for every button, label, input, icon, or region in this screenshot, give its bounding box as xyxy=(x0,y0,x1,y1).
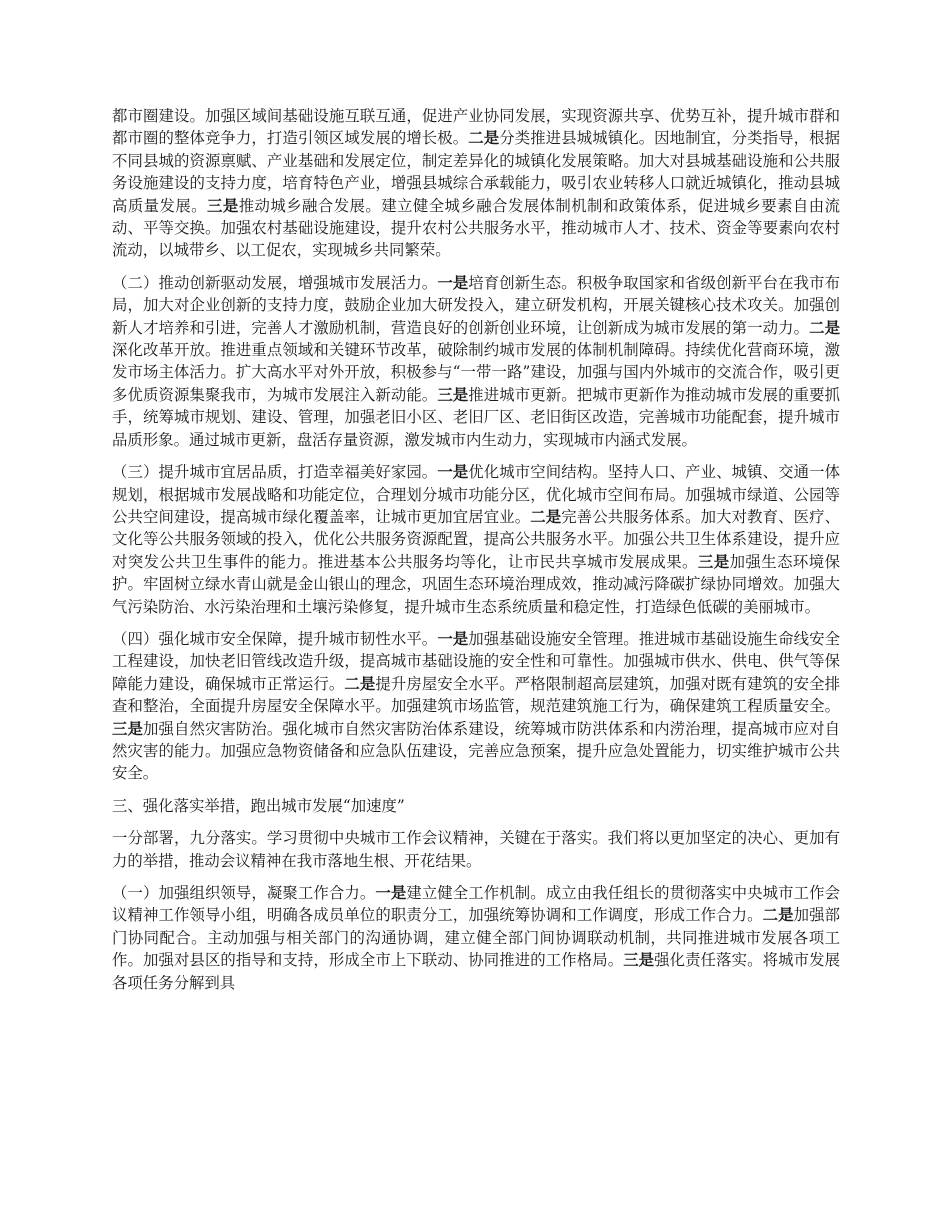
emphasis-second: 二是 xyxy=(809,318,840,337)
paragraph-innovation xyxy=(112,272,840,451)
emphasis-second: 二是 xyxy=(530,507,562,526)
emphasis-third: 三是 xyxy=(207,196,239,215)
emphasis-second: 二是 xyxy=(468,129,500,148)
text-run: 加强基础设施安全管理。推进城市基础设施生命线安全工程建设，加快老旧管线改造升级，提高城市基础设施的安全性和可靠性。加强城市供水、供电、供气等保障能力建设，确保城市正常运行。 xyxy=(112,629,840,693)
emphasis-third: 三是 xyxy=(697,552,730,571)
text-run: 培育创新生态。积极争取国家和省级创新平台在我市布局，加大对企业创新的支持力度，鼓励企业加大研发投入，建立研发机构，开展关键核心技术攻关。加强创新人才培养和引进，完善人才激励机制，营造良好的创新创业环境，让创新成为城市发展的第一动力。 xyxy=(112,273,840,337)
emphasis-second: 二是 xyxy=(762,906,794,925)
emphasis-third: 三是 xyxy=(623,951,655,970)
text-run: 深化改革开放。推进重点领域和关键环节改革，破除制约城市发展的体制机制障碍。持续优化营商环境，激发市场主体活力。扩大高水平对外开放，积极参与“一带一路”建设，加强与国内外城市的交流合作，吸引更多优质资源集聚我市，为城市发展注入新动能。 xyxy=(112,341,840,404)
text-run: 分类推进县城城镇化。因地制宜，分类指导，根据不同县城的资源禀赋、产业基础和发展定位，制定差异化的城镇化发展策略。加大对县城基础设施和公共服务设施建设的支持力度，培育特色产业，增强县城综合承载能力，吸引农业转移人口就近城镇化，推动县城高质量发展。 xyxy=(112,129,840,215)
paragraph-livability xyxy=(112,461,840,618)
section-heading: （三）提升城市宜居品质，打造幸福美好家园。 xyxy=(112,463,438,482)
emphasis-third: 三是 xyxy=(112,719,143,738)
paragraph-intro xyxy=(112,827,840,872)
text-run: 提升房屋安全水平。严格限制超高层建筑，加强对既有建筑的安全排查和整治，全面提升房屋安全保障水平。加强建筑市场监管，规范建筑施工行为，确保建筑工程质量安全。 xyxy=(112,674,840,716)
text-run: 建立健全工作机制。成立由我任组长的贯彻落实中央城市工作会议精神工作领导小组，明确各成员单位的职责分工，加强统筹协调和工作调度，形成工作合力。 xyxy=(112,884,840,925)
emphasis-first: 一是 xyxy=(437,629,469,648)
text-run: 加强生态环境保护。牢固树立绿水青山就是金山银山的理念，巩固生态环境治理成效，推动减污降碳扩绿协同增效。加强大气污染防治、水污染治理和土壤污染修复，提升城市生态系统质量和稳定性，打造绿色低碳的美丽城市。 xyxy=(112,552,840,616)
text-run: 一分部署，九分落实。学习贯彻中央城市工作会议精神，关键在于落实。我们将以更加坚定的决心、更加有力的举措，推动会议精神在我市落地生根、开花结果。 xyxy=(112,829,840,870)
text-run: 都市圈建设。加强区域间基础设施互联互通，促进产业协同发展，实现资源共享、优势互补，提升城市群和都市圈的整体竞争力，打造引领区域发展的增长极。 xyxy=(112,107,840,148)
text-run: 推进城市更新。把城市更新作为推动城市发展的重要抓手，统筹城市规划、建设、管理，加强老旧小区、老旧厂区、老旧街区改造，完善城市功能配套，提升城市品质形象。通过城市更新，盘活存量资源，激发城市内生动力，实现城市内涵式发展。 xyxy=(112,385,840,449)
text-run: 强化责任落实。将城市发展各项任务分解到具 xyxy=(112,951,840,992)
chapter-title: 三、强化落实举措，跑出城市发展“加速度” xyxy=(112,796,405,815)
text-run: 优化城市空间结构。坚持人口、产业、城镇、交通一体规划，根据城市发展战略和功能定位，合理划分城市功能分区，优化城市空间布局。加强城市绿道、公园等公共空间建设，提高城市绿化覆盖率，让城市更加宜居宜业。 xyxy=(112,463,840,526)
text-run: 加强自然灾害防治。强化城市自然灾害防治体系建设，统筹城市防洪体系和内涝治理，提高城市应对自然灾害的能力。加强应急物资储备和应急队伍建设，完善应急预案，提升应急处置能力，切实维护城市公共安全。 xyxy=(112,719,840,783)
emphasis-first: 一是 xyxy=(437,463,469,482)
emphasis-first: 一是 xyxy=(437,273,469,292)
emphasis-first: 一是 xyxy=(375,884,407,902)
paragraph-metro-area xyxy=(112,105,840,262)
text-run: 加强部门协同配合。主动加强与相关部门的沟通协调，建立健全部门间协调联动机制，共同推进城市发展各项工作。加强对县区的指导和支持，形成全市上下联动、协同推进的工作格局。 xyxy=(112,906,840,970)
emphasis-third: 三是 xyxy=(437,385,469,404)
section-heading: （二）推动创新驱动发展，增强城市发展活力。 xyxy=(112,273,438,292)
document-body xyxy=(112,105,840,1004)
text-run: 完善公共服务体系。加大对教育、医疗、文化等公共服务领域的投入，优化公共服务资源配置，提高公共服务水平。加强公共卫生体系建设，提升应对突发公共卫生事件的能力。推进基本公共服务均等化，让市民共享城市发展成果。 xyxy=(112,507,840,571)
paragraph-organization xyxy=(112,882,840,994)
paragraph-safety xyxy=(112,628,840,785)
section-heading: （一）加强组织领导，凝聚工作合力。 xyxy=(112,884,376,902)
emphasis-second: 二是 xyxy=(344,674,376,693)
text-run: 推动城乡融合发展。建立健全城乡融合发展体制机制和政策体系，促进城乡要素自由流动、平等交换。加强农村基础设施建设，提升农村公共服务水平，推动城市人才、技术、资金等要素向农村流动，以城带乡、以工促农，实现城乡共同繁荣。 xyxy=(112,196,840,260)
section-heading: （四）强化城市安全保障，提升城市韧性水平。 xyxy=(112,629,438,648)
chapter-heading xyxy=(112,795,840,817)
